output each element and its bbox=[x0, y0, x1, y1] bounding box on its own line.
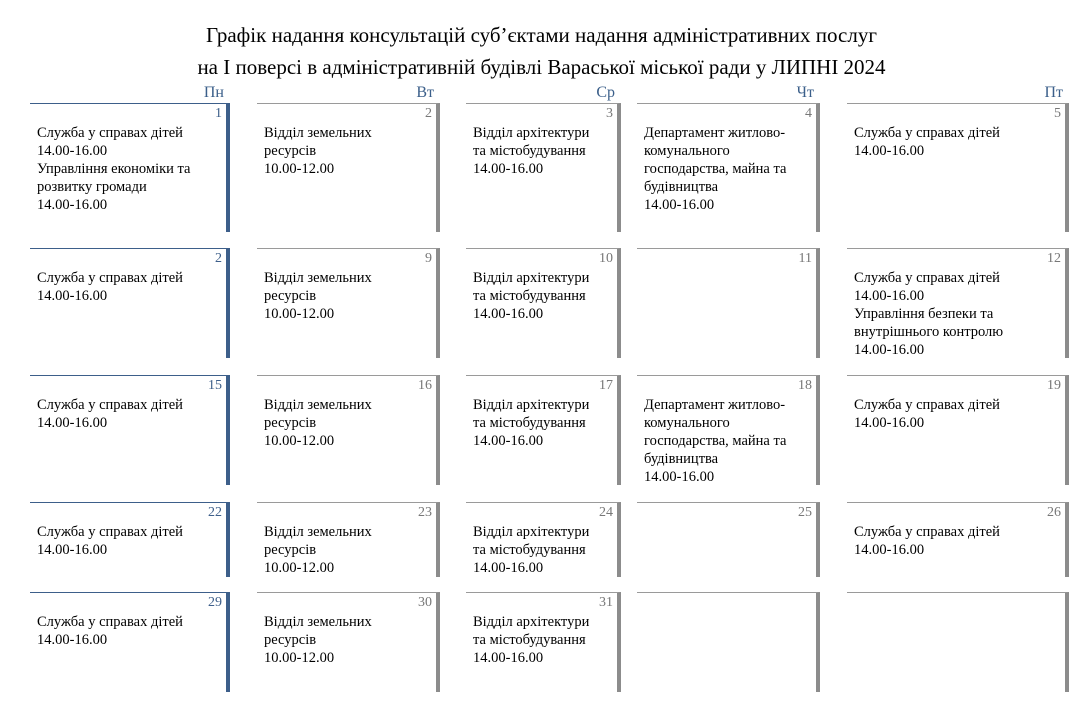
schedule-entry: Відділ архітектури та містобудування 14.00-16.00 bbox=[473, 614, 590, 666]
schedule-entry: Відділ земельних ресурсів 10.00-12.00 bbox=[264, 524, 372, 576]
schedule-entry: Служба у справах дітей 14.00-16.00 bbox=[37, 524, 183, 558]
schedule-entry: Служба у справах дітей 14.00-16.00 bbox=[37, 614, 183, 648]
day-number: 2 bbox=[215, 251, 222, 266]
schedule-entry: Служба у справах дітей 14.00-16.00 Управління економіки та розвитку громади 14.00-16.00 bbox=[37, 125, 191, 213]
day-number: 2 bbox=[425, 106, 432, 121]
day-number: 26 bbox=[1047, 505, 1061, 520]
schedule-entry: Служба у справах дітей 14.00-16.00 bbox=[854, 397, 1000, 431]
day-header-mon: Пн bbox=[203, 84, 224, 101]
schedule-entry: Відділ земельних ресурсів 10.00-12.00 bbox=[264, 614, 372, 666]
schedule-entry: Служба у справах дітей 14.00-16.00 bbox=[854, 125, 1000, 159]
day-number: 24 bbox=[599, 505, 613, 520]
day-number: 10 bbox=[599, 251, 613, 266]
day-number: 9 bbox=[425, 251, 432, 266]
schedule-entry: Відділ архітектури та містобудування 14.00-16.00 bbox=[473, 125, 590, 177]
day-number: 3 bbox=[606, 106, 613, 121]
day-header-wed: Ср bbox=[596, 84, 615, 101]
page-subtitle: на І поверсі в адміністративній будівлі Вараської міської ради у ЛИПНІ 2024 bbox=[197, 55, 886, 79]
day-number: 17 bbox=[599, 378, 613, 393]
schedule-entry: Служба у справах дітей 14.00-16.00 bbox=[37, 270, 183, 304]
day-number: 22 bbox=[208, 505, 222, 520]
schedule-entry: Відділ земельних ресурсів 10.00-12.00 bbox=[264, 270, 372, 322]
schedule-entry: Відділ архітектури та містобудування 14.00-16.00 bbox=[473, 524, 590, 576]
day-header-tue: Вт bbox=[416, 84, 434, 101]
day-number: 5 bbox=[1054, 106, 1061, 121]
calendar-cell bbox=[30, 103, 230, 232]
calendar-cell bbox=[637, 248, 820, 358]
calendar-cell bbox=[257, 592, 440, 692]
calendar-cell bbox=[30, 592, 230, 692]
page-title: Графік надання консультацій суб’єктами надання адміністративних послуг bbox=[206, 23, 877, 47]
calendar-cell bbox=[257, 103, 440, 232]
calendar-cell bbox=[847, 103, 1069, 232]
schedule-entry: Департамент житлово- комунального господарства, майна та будівництва 14.00-16.00 bbox=[644, 397, 787, 485]
calendar-cell bbox=[30, 502, 230, 577]
day-header-fri: Пт bbox=[1044, 84, 1063, 101]
schedule-entry: Департамент житлово- комунального господарства, майна та будівництва 14.00-16.00 bbox=[644, 125, 787, 213]
calendar-cell bbox=[847, 375, 1069, 485]
calendar-cell bbox=[257, 248, 440, 358]
calendar-cell bbox=[257, 502, 440, 577]
day-number: 11 bbox=[798, 251, 812, 266]
day-number: 25 bbox=[798, 505, 812, 520]
schedule-entry: Служба у справах дітей 14.00-16.00 bbox=[854, 524, 1000, 558]
calendar-cell bbox=[466, 502, 621, 577]
calendar-cell bbox=[847, 248, 1069, 358]
calendar-cell bbox=[637, 502, 820, 577]
schedule-entry: Служба у справах дітей 14.00-16.00 Управління безпеки та внутрішнього контролю 14.00-16.00 bbox=[854, 270, 1004, 358]
day-number: 12 bbox=[1047, 251, 1061, 266]
calendar-cell bbox=[847, 592, 1069, 692]
calendar-cell bbox=[637, 592, 820, 692]
day-number: 1 bbox=[215, 106, 222, 121]
schedule-entry: Служба у справах дітей 14.00-16.00 bbox=[37, 397, 183, 431]
day-number: 19 bbox=[1047, 378, 1061, 393]
day-number: 30 bbox=[418, 595, 432, 610]
day-number: 31 bbox=[599, 595, 613, 610]
day-number: 29 bbox=[208, 595, 222, 610]
schedule-entry: Відділ архітектури та містобудування 14.00-16.00 bbox=[473, 270, 590, 322]
schedule-entry: Відділ земельних ресурсів 10.00-12.00 bbox=[264, 397, 372, 449]
calendar-cell bbox=[466, 375, 621, 485]
calendar-cell bbox=[30, 375, 230, 485]
calendar-cell bbox=[466, 592, 621, 692]
day-number: 4 bbox=[805, 106, 812, 121]
calendar-cell bbox=[466, 103, 621, 232]
calendar-cell bbox=[847, 502, 1069, 577]
calendar-cell bbox=[257, 375, 440, 485]
schedule-entry: Відділ земельних ресурсів 10.00-12.00 bbox=[264, 125, 372, 177]
calendar-cell bbox=[637, 375, 820, 485]
day-number: 15 bbox=[208, 378, 222, 393]
day-number: 16 bbox=[418, 378, 432, 393]
calendar-cell bbox=[637, 103, 820, 232]
day-header-thu: Чт bbox=[796, 84, 814, 101]
schedule-entry: Відділ архітектури та містобудування 14.00-16.00 bbox=[473, 397, 590, 449]
calendar-cell bbox=[466, 248, 621, 358]
day-number: 18 bbox=[798, 378, 812, 393]
calendar-cell bbox=[30, 248, 230, 358]
day-number: 23 bbox=[418, 505, 432, 520]
